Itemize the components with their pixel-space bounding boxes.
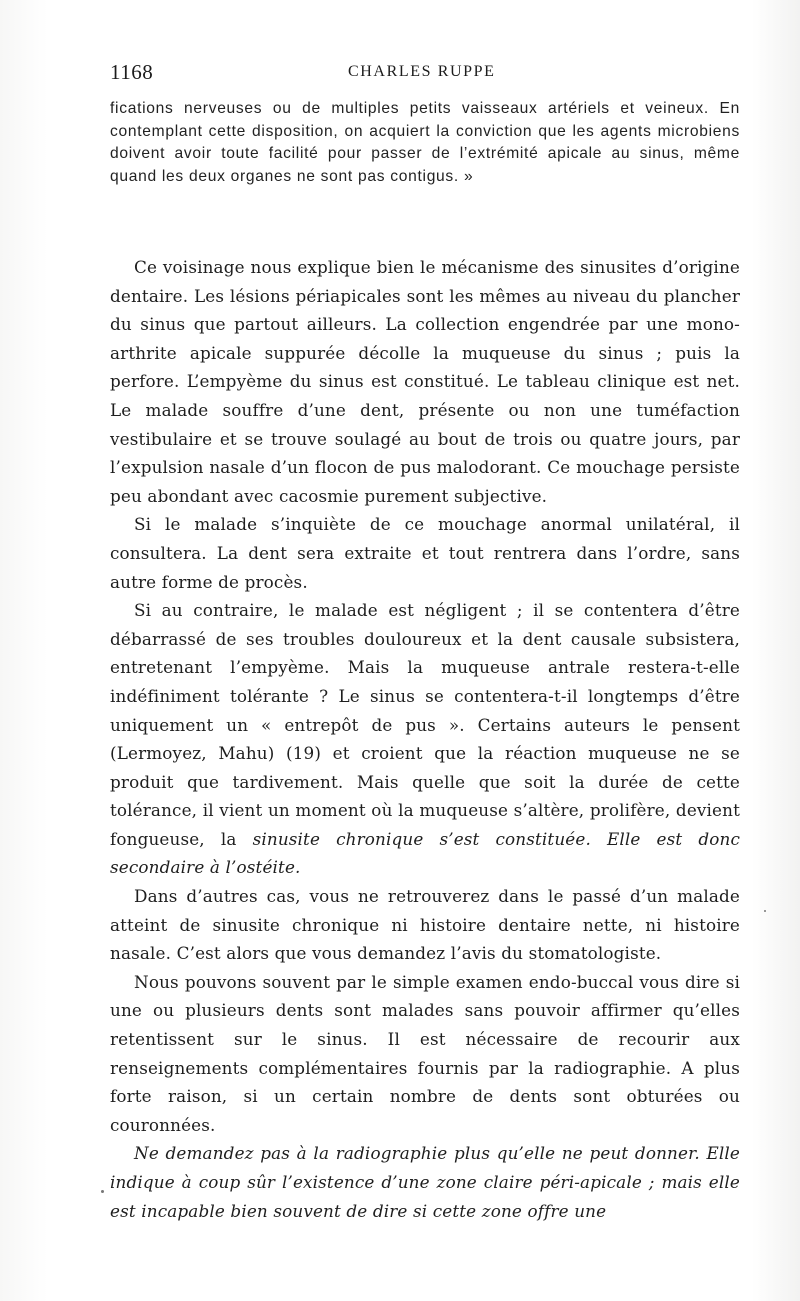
running-title: CHARLES RUPPE <box>348 63 496 80</box>
paragraph-mechanism: Ce voisinage nous explique bien le mécanisme des sinusites d’origine dentaire. Les lésions périapicales sont les mêmes au niveau du plancher du sinus que partout ailleurs. La collection engendrée par une mono-arthrite apicale suppurée décolle la muqueuse du sinus ; puis la perfore. L’empyème du sinus est constitué. Le tableau clinique est net. Le malade souffre d’une dent, présente ou non une tuméfaction vestibulaire et se trouve soulagé au bout de trois ou quatre jours, par l’expulsion nasale d’un flocon de pus malodorant. Ce mouchage persiste peu abondant avec cacosmie purement subjective. <box>110 257 740 506</box>
page-number: 1168 <box>110 60 154 84</box>
paragraph-other-cases: Dans d’autres cas, vous ne retrouverez dans le passé d’un malade atteint de sinusite chronique ni histoire dentaire nette, ni histoire nasale. C’est alors que vous demandez l’avis du stomatologiste. <box>110 886 740 964</box>
scan-speck <box>101 1190 104 1193</box>
paragraph-radiography-warning: Ne demandez pas à la radiographie plus qu’elle ne peut donner. Elle indique à coup sûr l’existence d’une zone claire péri-apicale ; mais elle est incapable bien souvent de dire si cette zone offre une <box>110 1143 740 1221</box>
page-header <box>110 60 740 86</box>
italic-emphasis: sinusite chronique s’est constituée. Elle est donc secondaire à l’ostéite. <box>110 828 740 878</box>
quoted-passage: fications nerveuses ou de multiples petits vaisseaux artériels et veineux. En contemplant cette disposition, on acquiert la conviction que les agents microbiens doivent avoir toute facilité pour passer de l’extrémité apicale au sinus, même quand les deux organes ne sont pas contigus. » <box>110 100 740 185</box>
paragraph-examination: Nous pouvons souvent par le simple examen endo-buccal vous dire si une ou plusieurs dents sont malades sans pouvoir affirmer qu’elles retentissent sur le sinus. Il est nécessaire de recourir aux renseignements complémentaires fournis par la radiographie. A plus forte raison, si un certain nombre de dents sont obturées ou couronnées. <box>110 971 740 1135</box>
paragraph-negligent-patient <box>110 596 740 882</box>
body-text <box>110 253 740 1225</box>
paragraph-consultation: Si le malade s’inquiète de ce mouchage anormal unilatéral, il consultera. La dent sera extraite et tout rentrera dans l’ordre, sans autre forme de procès. <box>110 514 740 592</box>
scan-speck <box>764 910 766 912</box>
paragraph-text: Si au contraire, le malade est négligent ; il se contentera d’être débarrassé de ses troubles douloureux et la dent causale subsistera, entretenant l’empyème. Mais la muqueuse antrale restera-t-elle indéfiniment tolérante ? Le sinus se contentera-t-il longtemps d’être uniquement un « entrepôt de pus ». Certains auteurs le pensent (Lermoyez, Mahu) (19) et croient que la réaction muqueuse ne se produit que tardivement. Mais quelle que soit la durée de cette tolérance, il vient un moment où la muqueuse s’altère, prolifère, devient fongueuse, la <box>110 600 740 849</box>
